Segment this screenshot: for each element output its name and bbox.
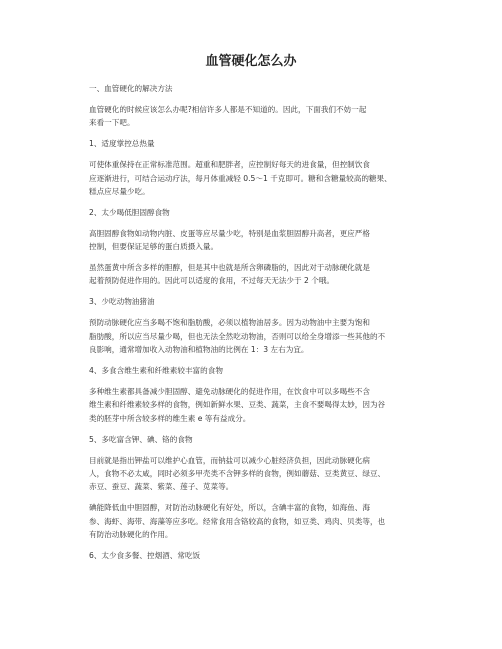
paragraph — [89, 454, 424, 494]
text-line: 维生素和纤维素较多样的食物，例如新鲜水果、豆类、蔬菜，主食不要喝得太妙，因为谷 — [89, 400, 386, 410]
paragraph — [89, 385, 424, 425]
text-line: 赤豆、蚕豆、蔬菜、紫菜、莲子、苋菜等。 — [89, 482, 234, 492]
section-heading — [89, 137, 424, 150]
text-line: 1、适度掌控总热量 — [89, 139, 155, 149]
text-line: 有防治动脉硬化的作用。 — [89, 530, 173, 540]
text-line: 来看一下吧。 — [89, 118, 135, 128]
paragraph — [89, 261, 424, 288]
text-line: 起着预防促进作用的。因此可以适度的食用，不过每天无法少于 2 个哦。 — [89, 276, 335, 286]
text-line: 多种维生素都具备减少胆固醇、避免动脉硬化的促进作用，在饮食中可以多喝些不含 — [89, 386, 370, 396]
section-heading — [89, 206, 424, 219]
text-line: 糕点应尽量少吃。 — [89, 186, 150, 196]
paragraph — [89, 158, 424, 198]
text-line: 2、太少喝低胆固醇食物 — [89, 207, 170, 217]
paragraph — [89, 316, 424, 356]
text-line: 应逐渐进行，可结合运动疗法，每月体重减轻 0.5～1 千克即可。糖和含糖量较高的糖果、 — [89, 173, 392, 183]
text-line: 控制，但要保证足够的蛋白质摄入量。 — [89, 242, 219, 252]
text-line: 血管硬化的时候应该怎么办呢?相信许多人都是不知道的。因此，下面我们不妨一起 — [89, 104, 367, 114]
text-line: 参、海虾、海带、海藻等应多吃。经常食用含铬较高的食物，如豆类、鸡肉、贝类等，也 — [89, 516, 386, 526]
page-title: 血管硬化怎么办 — [205, 54, 297, 69]
text-line: 碘能降低血中胆固醇，对防治动脉硬化有好处，所以，含碘丰富的食物，如海鱼、海 — [89, 503, 370, 513]
section-heading — [89, 364, 424, 377]
text-line: 3、少吃动物油猪油 — [89, 297, 155, 307]
document-body — [89, 82, 424, 562]
text-line: 5、多吃富含钾、碘、铬的食物 — [89, 434, 193, 444]
text-line: 良影响，通常增加收入动物油和植物油的比例在 1：3 左右为宜。 — [89, 345, 309, 355]
section-heading — [89, 549, 424, 562]
paragraph — [89, 227, 424, 254]
section-heading — [89, 295, 424, 308]
text-line: 6、太少食多餐、控烟酒、常吃饭 — [89, 550, 201, 560]
text-line: 一、血管硬化的解决方法 — [89, 84, 173, 93]
text-line: 虽然蛋黄中所含多样的胆醇，但是其中也就是所含卵磷脂的，因此对于动脉硬化就是 — [89, 263, 370, 273]
text-line: 预防动脉硬化应当多喝不饱和脂肪酸，必须以植物油居多。因为动物油中主要为饱和 — [89, 318, 370, 328]
section-heading — [89, 433, 424, 446]
text-line: 目前就是指出钾盐可以维护心血管，而钠盐可以减少心脏经济负担，因此动脉硬化病 — [89, 455, 370, 465]
section-heading — [89, 82, 424, 95]
text-line: 可使体重保持在正常标准范围。超重和肥胖者，应控制好每天的进食量，但控制饮食 — [89, 160, 370, 170]
text-line: 脂肪酸，所以应当尽量少喝，但也无法全然吃动物油，否则可以给全身增添一些其他的不 — [89, 331, 386, 341]
text-line: 高胆固醇食物如动物内脏、皮蛋等应尽量少吃，特别是血浆胆固醇升高者，更应严格 — [89, 228, 370, 238]
paragraph — [89, 501, 424, 541]
text-line: 人，食物不必太咸，同时必须多甲壳类不含钾多样的食物，例如蘑菇、豆类黄豆、绿豆、 — [89, 468, 386, 478]
text-line: 类的胚芽中所含较多样的维生素 e 等有益成分。 — [89, 413, 251, 423]
paragraph — [89, 103, 424, 130]
text-line: 4、多食含维生素和纤维素较丰富的食物 — [89, 366, 223, 375]
